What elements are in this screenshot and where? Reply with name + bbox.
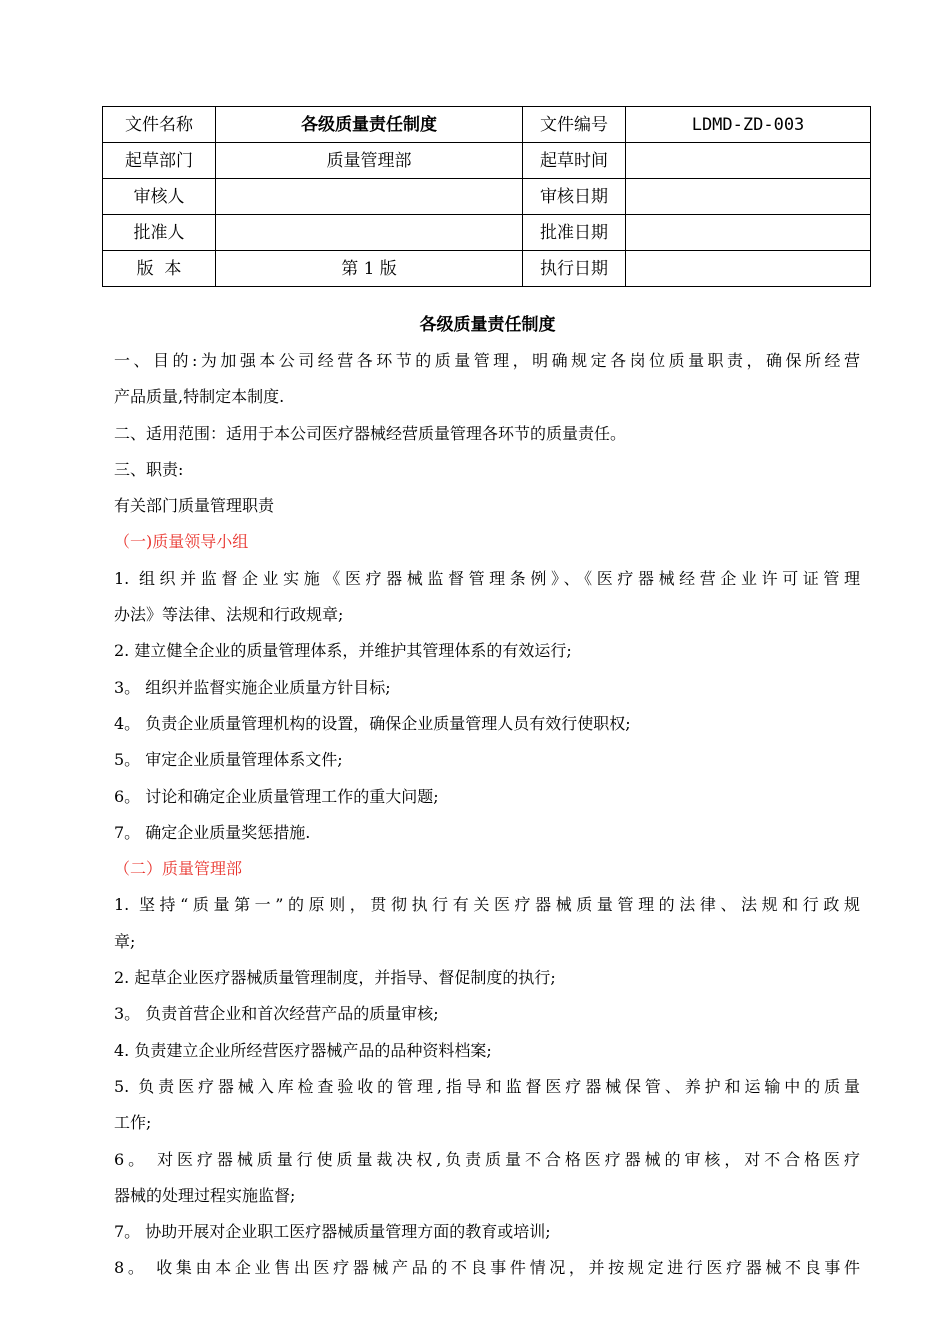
value-draft-department: 质量管理部 — [216, 143, 523, 179]
label-reviewer: 审核人 — [103, 179, 216, 215]
list-item: 1. 坚持“质量第一”的原则，贯彻执行有关医疗器械质量管理的法律、法规和行政规 — [114, 895, 860, 915]
list-item: 2. 起草企业医疗器械质量管理制度，并指导、督促制度的执行; — [114, 968, 556, 988]
label-draft-department: 起草部门 — [103, 143, 216, 179]
label-review-date: 审核日期 — [523, 179, 626, 215]
list-item: 2. 建立健全企业的质量管理体系，并维护其管理体系的有效运行; — [114, 641, 572, 661]
list-item: 4。 负责企业质量管理机构的设置，确保企业质量管理人员有效行使职权; — [114, 713, 631, 733]
paragraph-line: 产品质量,特制定本制度. — [114, 387, 285, 407]
table-row — [103, 215, 871, 251]
value-file-name: 各级质量责任制度 — [216, 107, 523, 143]
table-row — [103, 179, 871, 215]
value-draft-time — [626, 143, 871, 179]
document-body — [114, 343, 860, 1287]
value-reviewer — [216, 179, 523, 215]
list-item: 8。 收集由本企业售出医疗器械产品的不良事件情况，并按规定进行医疗器械不良事件 — [114, 1258, 860, 1278]
paragraph-line: 一、目的:为加强本公司经营各环节的质量管理，明确规定各岗位质量职责，确保所经营 — [114, 351, 860, 370]
list-item-continuation: 办法》等法律、法规和行政规章; — [114, 605, 344, 625]
label-effective-date: 执行日期 — [523, 251, 626, 287]
table-row — [103, 143, 871, 179]
list-item: 4. 负责建立企业所经营医疗器械产品的品种资料档案; — [114, 1040, 492, 1060]
value-version: 第 1 版 — [216, 251, 523, 287]
label-approval-date: 批准日期 — [523, 215, 626, 251]
list-item: 6。 对医疗器械质量行使质量裁决权,负责质量不合格医疗器械的审核，对不合格医疗 — [114, 1149, 860, 1169]
value-approver — [216, 215, 523, 251]
list-item-continuation: 器械的处理过程实施监督; — [114, 1185, 296, 1205]
paragraph-line: 有关部门质量管理职责 — [114, 496, 275, 516]
list-item: 3。 组织并监督实施企业质量方针目标; — [114, 677, 391, 697]
section-heading: （二）质量管理部 — [114, 859, 243, 879]
label-approver: 批准人 — [103, 215, 216, 251]
section-heading: （一)质量领导小组 — [114, 532, 249, 552]
label-file-name: 文件名称 — [103, 107, 216, 143]
value-approval-date — [626, 215, 871, 251]
table-row — [103, 251, 871, 287]
list-item: 1. 组织并监督企业实施《医疗器械监督管理条例》、《医疗器械经营企业许可证管理 — [114, 568, 860, 588]
list-item: 5. 负责医疗器械入库检查验收的管理,指导和监督医疗器械保管、养护和运输中的质量 — [114, 1076, 860, 1096]
list-item: 5。 审定企业质量管理体系文件; — [114, 750, 343, 770]
paragraph-line: 二、适用范围：适用于本公司医疗器械经营质量管理各环节的质量责任。 — [114, 423, 627, 443]
value-effective-date — [626, 251, 871, 287]
document-header-table — [102, 106, 871, 287]
label-version: 版 本 — [103, 251, 216, 287]
list-item: 3。 负责首营企业和首次经营产品的质量审核; — [114, 1004, 439, 1024]
value-file-number: LDMD-ZD-003 — [626, 107, 871, 143]
table-row — [103, 107, 871, 143]
list-item-continuation: 章; — [114, 931, 136, 951]
label-draft-time: 起草时间 — [523, 143, 626, 179]
list-item: 7。 确定企业质量奖惩措施. — [114, 822, 311, 842]
value-review-date — [626, 179, 871, 215]
label-file-number: 文件编号 — [523, 107, 626, 143]
list-item: 6。 讨论和确定企业质量管理工作的重大问题; — [114, 786, 439, 806]
list-item-continuation: 工作; — [114, 1113, 152, 1133]
document-title: 各级质量责任制度 — [419, 315, 556, 335]
list-item: 7。 协助开展对企业职工医疗器械质量管理方面的教育或培训; — [114, 1222, 551, 1242]
paragraph-line: 三、职责: — [114, 459, 184, 479]
